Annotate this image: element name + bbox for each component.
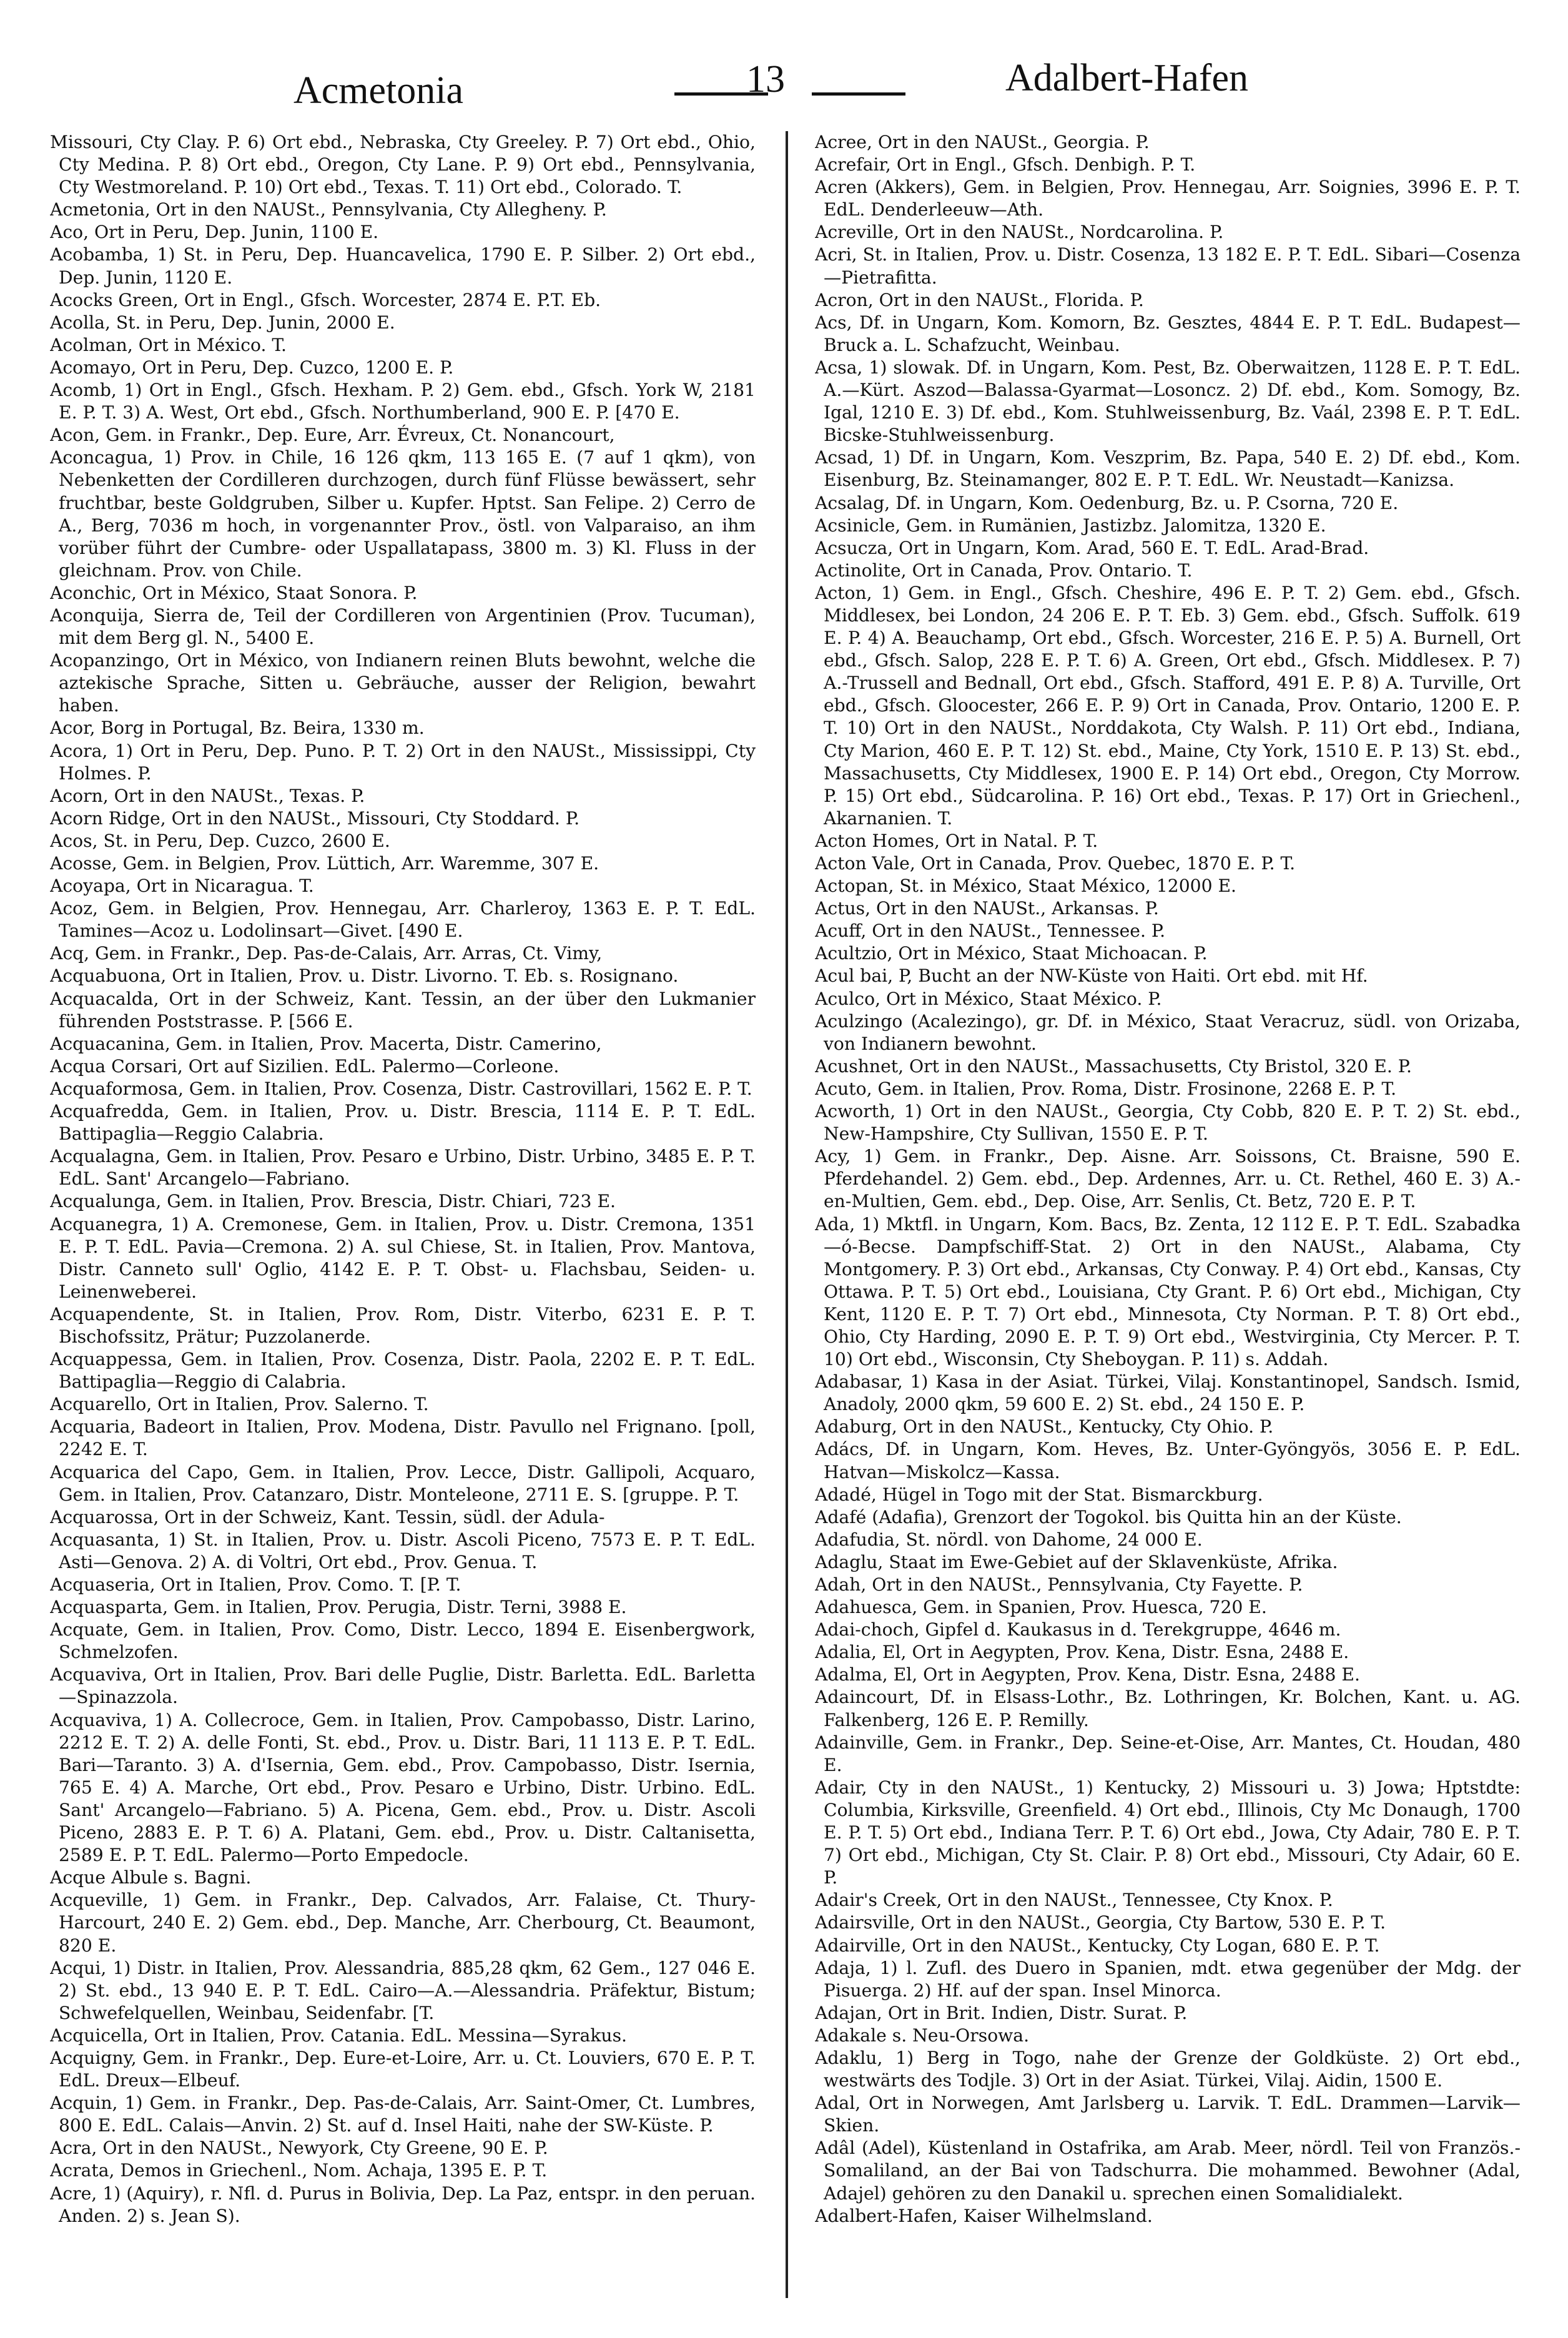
dictionary-entry: Acquabuona, Ort in Italien, Prov. u. Distr. Livorno. T. Eb. s. Rosignano. bbox=[50, 965, 679, 987]
dictionary-entry: Acoyapa, Ort in Nicaragua. T. bbox=[50, 876, 314, 897]
column-divider bbox=[786, 131, 788, 2298]
dictionary-entry: Acolman, Ort in México. T. bbox=[50, 334, 287, 355]
dictionary-entry: Actinolite, Ort in Canada, Prov. Ontario. T. bbox=[815, 560, 1193, 581]
dictionary-entry: Acuff, Ort in den NAUSt., Tennessee. P. bbox=[815, 920, 1166, 942]
dictionary-entry: Adahuesca, Gem. in Spanien, Prov. Huesca, 720 E. bbox=[815, 1597, 1267, 1618]
dictionary-entry: Acq, Gem. in Frankr., Dep. Pas-de-Calais, Arr. Arras, Ct. Vimy, bbox=[50, 943, 603, 964]
dictionary-entry: Adairsville, Ort in den NAUSt., Georgia, Cty Bartow, 530 E. P. T. bbox=[815, 1912, 1386, 1933]
dictionary-entry: Adaja, 1) l. Zufl. des Duero in Spanien, mdt. etwa gegenüber der Mdg. der Pisuerga. 2) Hf. auf der span. Insel Minorca. bbox=[815, 1957, 1521, 2001]
dictionary-entry: Acron, Ort in den NAUSt., Florida. P. bbox=[815, 289, 1144, 310]
dictionary-entry: Adair's Creek, Ort in den NAUSt., Tennessee, Cty Knox. P. bbox=[815, 1890, 1333, 1911]
dictionary-entry: Acworth, 1) Ort in den NAUSt., Georgia, Cty Cobb, 820 E. P. T. 2) St. ebd., New-Hampshire, Cty Sullivan, 1550 E. P. T. bbox=[815, 1101, 1521, 1145]
dictionary-entry: Adabasar, 1) Kasa in der Asiat. Türkei, Vilaj. Konstantinopel, Sandsch. Ismid, Anadoly, 2000 qkm, 59 600 E. 2) St. ebd., 24 150 E. P. bbox=[815, 1371, 1521, 1415]
header-left-word: Acmetonia bbox=[293, 69, 464, 112]
dictionary-entry: Adairville, Ort in den NAUSt., Kentucky, Cty Logan, 680 E. P. T. bbox=[815, 1935, 1380, 1956]
left-column bbox=[50, 131, 756, 2286]
dictionary-entry: Acquafredda, Gem. in Italien, Prov. u. Distr. Brescia, 1114 E. P. T. EdL. Battipaglia—Reggio Calabria. bbox=[50, 1101, 756, 1145]
dictionary-entry: Adal, Ort in Norwegen, Amt Jarlsberg u. Larvik. T. EdL. Drammen—Larvik—Skien. bbox=[815, 2093, 1521, 2136]
dictionary-entry: Acquanegra, 1) A. Cremonese, Gem. in Italien, Prov. u. Distr. Cremona, 1351 E. P. T. EdL. Pavia—Cremona. 2) A. sul Chiese, St. in Italien, Prov. Mantova, Distr. Canneto sull' Oglio, 4142 E. P. T. Obst- u. Flachsbau, Seiden- u. Leinenweberei. bbox=[50, 1213, 756, 1302]
dictionary-entry: Acquapendente, St. in Italien, Prov. Rom, Distr. Viterbo, 6231 E. P. T. Bischofssitz, Prätur; Puzzolanerde. bbox=[50, 1303, 756, 1347]
dictionary-entry: Ada, 1) Mktfl. in Ungarn, Kom. Bacs, Bz. Zenta, 12 112 E. P. T. EdL. Szabadka—ó-Becse. Dampfschiff-Stat. 2) Ort in den NAUSt., Alabama, Cty Montgomery. P. 3) Ort ebd., Arkansas, Cty Conway. P. 4) Ort ebd., Kansas, Cty Ottawa. P. T. 5) Ort ebd., Louisiana, Cty Grant. P. 6) Ort ebd., Michigan, Cty Kent, 1120 E. P. T. 7) Ort ebd., Minnesota, Cty Norman. P. T. 8) Ort ebd., Ohio, Cty Harding, 2090 E. P. T. 9) Ort ebd., Westvirginia, Cty Mercer. P. T. 10) Ort ebd., Wisconsin, Cty Sheboygan. P. 11) s. Addah. bbox=[815, 1213, 1521, 1370]
dictionary-entry: Aculco, Ort in México, Staat México. P. bbox=[815, 988, 1162, 1009]
dictionary-entry: Acsinicle, Gem. in Rumänien, Jastizbz. Jalomitza, 1320 E. bbox=[815, 515, 1326, 536]
dictionary-entry: Acton Vale, Ort in Canada, Prov. Quebec, 1870 E. P. T. bbox=[815, 853, 1296, 874]
dictionary-entry: Aco, Ort in Peru, Dep. Junin, 1100 E. bbox=[50, 222, 379, 243]
dictionary-entry: Adah, Ort in den NAUSt., Pennsylvania, Cty Fayette. P. bbox=[815, 1574, 1303, 1595]
dictionary-entry: Acquate, Gem. in Italien, Prov. Como, Distr. Lecco, 1894 E. Eisenbergwork, Schmelzofen. bbox=[50, 1619, 756, 1663]
dictionary-entry: Adainville, Gem. in Frankr., Dep. Seine-et-Oise, Arr. Mantes, Ct. Houdan, 480 E. bbox=[815, 1732, 1521, 1775]
dictionary-entry: Adaburg, Ort in den NAUSt., Kentucky, Cty Ohio. P. bbox=[815, 1416, 1274, 1438]
dictionary-entry: Acquaria, Badeort in Italien, Prov. Modena, Distr. Pavullo nel Frignano. [poll, 2242 E. T. bbox=[50, 1416, 756, 1460]
dictionary-entry: Acultzio, Ort in México, Staat Michoacan. P. bbox=[815, 943, 1208, 964]
dictionary-entry: Acton, 1) Gem. in Engl., Gfsch. Cheshire, 496 E. P. T. 2) Gem. ebd., Gfsch. Middlesex, bei London, 24 206 E. P. T. Eb. 3) Gem. ebd., Gfsch. Suffolk. 619 E. P. 4) A. Beauchamp, Ort ebd., Gfsch. Worcester, 216 E. P. 5) A. Burnell, Ort ebd., Gfsch. Salop, 228 E. P. T. 6) A. Green, Ort ebd., Gfsch. Middlesex. P. 7) A.-Trussell and Bednall, Ort ebd., Gfsch. Stafford, 491 E. P. 8) A. Turville, Ort ebd., Gfsch. Gloocester, 266 E. P. 9) Ort in Canada, Prov. Ontario, 1200 E. P. T. 10) Ort in den NAUSt., Norddakota, Cty Walsh. P. 11) Ort ebd., Indiana, Cty Marion, 460 E. P. T. 12) St. ebd., Maine, Cty York, 1510 E. P. 13) St. ebd., Massachusetts, Cty Middlesex, 1900 E. P. 14) Ort ebd., Oregon, Cty Morrow. P. 15) Ort ebd., Südcarolina. P. 16) Ort ebd., Texas. P. 17) Ort in Griechenl., Akarnanien. T. bbox=[815, 582, 1521, 829]
dictionary-entry: Acqueville, 1) Gem. in Frankr., Dep. Calvados, Arr. Falaise, Ct. Thury-Harcourt, 240 E. 2) Gem. ebd., Dep. Manche, Arr. Cherbourg, Ct. Beaumont, 820 E. bbox=[50, 1890, 756, 1956]
dictionary-entry: Adalia, El, Ort in Aegypten, Prov. Kena, Distr. Esna, 2488 E. bbox=[815, 1642, 1349, 1663]
dictionary-entry: Acrefair, Ort in Engl., Gfsch. Denbigh. P. T. bbox=[815, 154, 1196, 175]
dictionary-entry: Acrata, Demos in Griechenl., Nom. Achaja, 1395 E. P. T. bbox=[50, 2160, 548, 2181]
dictionary-entry: Adács, Df. in Ungarn, Kom. Heves, Bz. Unter-Gyöngyös, 3056 E. P. EdL. Hatvan—Miskolcz—Kassa. bbox=[815, 1439, 1521, 1482]
dictionary-entry: Acuto, Gem. in Italien, Prov. Roma, Distr. Frosinone, 2268 E. P. T. bbox=[815, 1078, 1397, 1099]
dictionary-entry: Acs, Df. in Ungarn, Kom. Komorn, Bz. Gesztes, 4844 E. P. T. EdL. Budapest—Bruck a. L. Schafzucht, Weinbau. bbox=[815, 312, 1521, 355]
dictionary-entry: Acquarossa, Ort in der Schweiz, Kant. Tessin, südl. der Adula- bbox=[50, 1506, 605, 1527]
header-dash-right bbox=[812, 92, 905, 96]
dictionary-entry: Acomb, 1) Ort in Engl., Gfsch. Hexham. P. 2) Gem. ebd., Gfsch. York W, 2181 E. P. T. 3) A. West, Ort ebd., Gfsch. Northumberland, 900 E. P. [470 E. bbox=[50, 380, 756, 423]
dictionary-entry: Acqua Corsari, Ort auf Sizilien. EdL. Palermo—Corleone. bbox=[50, 1055, 560, 1077]
dictionary-entry: Acquasanta, 1) St. in Italien, Prov. u. Distr. Ascoli Piceno, 7573 E. P. T. EdL. Asti—Genova. 2) A. di Voltri, Ort ebd., Prov. Genua. T. bbox=[50, 1529, 756, 1572]
dictionary-entry: Aculzingo (Acalezingo), gr. Df. in México, Staat Veracruz, südl. von Orizaba, von Indianern bewohnt. bbox=[815, 1010, 1521, 1054]
dictionary-entry: Acor, Borg in Portugal, Bz. Beira, 1330 m. bbox=[50, 718, 425, 739]
dictionary-entry: Acocks Green, Ort in Engl., Gfsch. Worcester, 2874 E. P.T. Eb. bbox=[50, 289, 601, 310]
dictionary-entry: Aconchic, Ort in México, Staat Sonora. P. bbox=[50, 582, 418, 603]
dictionary-entry: Adâl (Adel), Küstenland in Ostafrika, am Arab. Meer, nördl. Teil von Französ.-Somaliland, an der Bai von Tadschurra. Die mohammed. Bewohner (Adal, Adajel) gehören zu den Danakil u. sprechen einen Somalidialekt. bbox=[815, 2138, 1521, 2204]
dictionary-entry: Acquaviva, 1) A. Collecroce, Gem. in Italien, Prov. Campobasso, Distr. Larino, 2212 E. T. 2) A. delle Fonti, St. ebd., Prov. u. Distr. Bari, 11 113 E. P. T. EdL. Bari—Taranto. 3) A. d'Isernia, Gem. ebd., Prov. Campobasso, Distr. Isernia, 765 E. 4) A. Marche, Ort ebd., Prov. Pesaro e Urbino, Distr. Urbino. EdL. Sant' Arcangelo—Fabriano. 5) A. Picena, Gem. ebd., Prov. u. Distr. Ascoli Piceno, 2883 E. P. T. 6) A. Platani, Gem. ebd., Prov. u. Distr. Caltanisetta, 2589 E. P. T. EdL. Palermo—Porto Empedocle. bbox=[50, 1709, 756, 1866]
dictionary-entry: Acul bai, P, Bucht an der NW-Küste von Haiti. Ort ebd. mit Hf. bbox=[815, 965, 1368, 987]
dictionary-entry: Acque Albule s. Bagni. bbox=[50, 1867, 252, 1888]
dictionary-entry: Acon, Gem. in Frankr., Dep. Eure, Arr. Évreux, Ct. Nonancourt, bbox=[50, 425, 615, 446]
dictionary-entry: Adaklu, 1) Berg in Togo, nahe der Grenze der Goldküste. 2) Ort ebd., westwärts des Todjle. 3) Ort in der Asiat. Türkei, Vilaj. Aidin, 1500 E. bbox=[815, 2047, 1521, 2091]
dictionary-entry: Acos, St. in Peru, Dep. Cuzco, 2600 E. bbox=[50, 830, 390, 851]
dictionary-entry: Acolla, St. in Peru, Dep. Junin, 2000 E. bbox=[50, 312, 395, 333]
dictionary-entry: Acorn Ridge, Ort in den NAUSt., Missouri, Cty Stoddard. P. bbox=[50, 807, 580, 829]
page-number: 13 bbox=[746, 58, 785, 101]
dictionary-entry: Acquarello, Ort in Italien, Prov. Salerno. T. bbox=[50, 1394, 429, 1415]
dictionary-entry: Actopan, St. in México, Staat México, 12000 E. bbox=[815, 876, 1237, 897]
dictionary-entry: Acopanzingo, Ort in México, von Indianern reinen Bluts bewohnt, welche die aztekische Sprache, Sitten u. Gebräuche, ausser der Religion, bewahrt haben. bbox=[50, 650, 756, 716]
header-right-word: Adalbert-Hafen bbox=[1005, 57, 1249, 99]
dictionary-entry: Acquacanina, Gem. in Italien, Prov. Macerta, Distr. Camerino, bbox=[50, 1033, 602, 1054]
dictionary-entry: Acy, 1) Gem. in Frankr., Dep. Aisne. Arr. Soissons, Ct. Braisne, 590 E. Pferdehandel. 2) Gem. ebd., Dep. Ardennes, Arr. u. Ct. Rethel, 460 E. 3) A.-en-Multien, Gem. ebd., Dep. Oise, Arr. Senlis, Ct. Betz, 720 E. P. T. bbox=[815, 1146, 1521, 1212]
dictionary-entry: Acmetonia, Ort in den NAUSt., Pennsylvania, Cty Allegheny. P. bbox=[50, 199, 607, 220]
dictionary-entry: Missouri, Cty Clay. P. 6) Ort ebd., Nebraska, Cty Greeley. P. 7) Ort ebd., Ohio, Cty Medina. P. 8) Ort ebd., Oregon, Cty Lane. P. 9) Ort ebd., Pennsylvania, Cty Westmoreland. P. 10) Ort ebd., Texas. T. 11) Ort ebd., Colorado. T. bbox=[50, 132, 756, 198]
dictionary-entry: Acqualunga, Gem. in Italien, Prov. Brescia, Distr. Chiari, 723 E. bbox=[50, 1191, 616, 1212]
dictionary-entry: Aconcagua, 1) Prov. in Chile, 16 126 qkm, 113 165 E. (7 auf 1 qkm), von Nebenketten der Cordilleren durchzogen, durch fünf Flüsse bewässert, sehr fruchtbar, beste Goldgruben, Silber u. Kupfer. Hptst. San Felipe. 2) Cerro de A., Berg, 7036 m hoch, in vorgenannter Prov., östl. von Valparaiso, an ihm vorüber führt der Cumbre- oder Uspallatapass, 3800 m. 3) Kl. Fluss in der gleichnam. Prov. von Chile. bbox=[50, 447, 756, 581]
dictionary-entry: Acree, Ort in den NAUSt., Georgia. P. bbox=[815, 132, 1150, 152]
dictionary-entry: Acquaformosa, Gem. in Italien, Prov. Cosenza, Distr. Castrovillari, 1562 E. P. T. bbox=[50, 1078, 752, 1099]
dictionary-entry: Acquasparta, Gem. in Italien, Prov. Perugia, Distr. Terni, 3988 E. bbox=[50, 1597, 627, 1618]
dictionary-entry: Adakale s. Neu-Orsowa. bbox=[815, 2025, 1030, 2046]
dictionary-entry: Acobamba, 1) St. in Peru, Dep. Huancavelica, 1790 E. P. Silber. 2) Ort ebd., Dep. Junin, 1120 E. bbox=[50, 244, 756, 288]
dictionary-entry: Acorn, Ort in den NAUSt., Texas. P. bbox=[50, 785, 365, 806]
dictionary-entry: Aconquija, Sierra de, Teil der Cordilleren von Argentinien (Prov. Tucuman), mit dem Berg gl. N., 5400 E. bbox=[50, 604, 756, 649]
dictionary-entry: Acton Homes, Ort in Natal. P. T. bbox=[815, 830, 1098, 851]
dictionary-entry: Acomayo, Ort in Peru, Dep. Cuzco, 1200 E. P. bbox=[50, 357, 454, 378]
dictionary-entry: Actus, Ort in den NAUSt., Arkansas. P. bbox=[815, 898, 1159, 919]
dictionary-entry: Acren (Akkers), Gem. in Belgien, Prov. Hennegau, Arr. Soignies, 3996 E. P. T. EdL. Denderleeuw—Ath. bbox=[815, 177, 1521, 220]
page-header bbox=[0, 44, 1568, 131]
dictionary-entry: Acsucza, Ort in Ungarn, Kom. Arad, 560 E. T. EdL. Arad-Brad. bbox=[815, 537, 1369, 558]
dictionary-entry: Adai-choch, Gipfel d. Kaukasus in d. Terekgruppe, 4646 m. bbox=[815, 1619, 1341, 1640]
dictionary-entry: Acosse, Gem. in Belgien, Prov. Lüttich, Arr. Waremme, 307 E. bbox=[50, 853, 599, 874]
dictionary-entry: Acquigny, Gem. in Frankr., Dep. Eure-et-Loire, Arr. u. Ct. Louviers, 670 E. P. T. EdL. Dreux—Elbeuf. bbox=[50, 2047, 756, 2091]
dictionary-entry: Acsad, 1) Df. in Ungarn, Kom. Veszprim, Bz. Papa, 540 E. 2) Df. ebd., Kom. Eisenburg, Bz. Steinamanger, 802 E. P. T. EdL. Wr. Neustadt—Kanizsa. bbox=[815, 447, 1521, 491]
dictionary-entry: Acra, Ort in den NAUSt., Newyork, Cty Greene, 90 E. P. bbox=[50, 2138, 548, 2159]
dictionary-entry: Adaincourt, Df. in Elsass-Lothr., Bz. Lothringen, Kr. Bolchen, Kant. u. AG. Falkenberg, 126 E. P. Remilly. bbox=[815, 1687, 1521, 1730]
dictionary-entry: Acushnet, Ort in den NAUSt., Massachusetts, Cty Bristol, 320 E. P. bbox=[815, 1055, 1412, 1077]
dictionary-entry: Adalbert-Hafen, Kaiser Wilhelmsland. bbox=[815, 2205, 1153, 2226]
dictionary-entry: Acora, 1) Ort in Peru, Dep. Puno. P. T. 2) Ort in den NAUSt., Mississippi, Cty Holmes. P. bbox=[50, 740, 756, 784]
dictionary-entry: Adadé, Hügel in Togo mit der Stat. Bismarckburg. bbox=[815, 1484, 1263, 1505]
dictionary-entry: Acqualagna, Gem. in Italien, Prov. Pesaro e Urbino, Distr. Urbino, 3485 E. P. T. EdL. Sant' Arcangelo—Fabriano. bbox=[50, 1146, 756, 1190]
dictionary-entry: Adajan, Ort in Brit. Indien, Distr. Surat. P. bbox=[815, 2002, 1188, 2023]
dictionary-entry: Acquicella, Ort in Italien, Prov. Catania. EdL. Messina—Syrakus. bbox=[50, 2025, 628, 2046]
dictionary-entry: Acri, St. in Italien, Prov. u. Distr. Cosenza, 13 182 E. P. T. EdL. Sibari—Cosenza—Pietrafitta. bbox=[815, 244, 1521, 288]
dictionary-entry: Adafé (Adafia), Grenzort der Togokol. bis Quitta hin an der Küste. bbox=[815, 1506, 1402, 1527]
dictionary-entry: Acquarica del Capo, Gem. in Italien, Prov. Lecce, Distr. Gallipoli, Acquaro, Gem. in Italien, Prov. Catanzaro, Distr. Monteleone, 2711 E. S. [gruppe. P. T. bbox=[50, 1461, 756, 1505]
dictionary-entry: Acqui, 1) Distr. in Italien, Prov. Alessandria, 885,28 qkm, 62 Gem., 127 046 E. 2) St. ebd., 13 940 E. P. T. EdL. Cairo—A.—Alessandria. Präfektur, Bistum; Schwefelquellen, Weinbau, Seidenfabr. [T. bbox=[50, 1957, 756, 2023]
dictionary-entry: Adalma, El, Ort in Aegypten, Prov. Kena, Distr. Esna, 2488 E. bbox=[815, 1664, 1360, 1685]
dictionary-entry: Acquin, 1) Gem. in Frankr., Dep. Pas-de-Calais, Arr. Saint-Omer, Ct. Lumbres, 800 E. EdL. Calais—Anvin. 2) St. auf d. Insel Haiti, nahe der SW-Küste. P. bbox=[50, 2093, 756, 2136]
dictionary-entry: Acreville, Ort in den NAUSt., Nordcarolina. P. bbox=[815, 222, 1224, 243]
dictionary-entry: Acquacalda, Ort in der Schweiz, Kant. Tessin, an der über den Lukmanier führenden Poststrasse. P. [566 E. bbox=[50, 988, 756, 1032]
dictionary-entry: Acquappessa, Gem. in Italien, Prov. Cosenza, Distr. Paola, 2202 E. P. T. EdL. Battipaglia—Reggio di Calabria. bbox=[50, 1349, 756, 1393]
dictionary-entry: Acquaseria, Ort in Italien, Prov. Como. T. [P. T. bbox=[50, 1574, 461, 1595]
dictionary-entry: Adaglu, Staat im Ewe-Gebiet auf der Sklavenküste, Afrika. bbox=[815, 1551, 1338, 1572]
right-column bbox=[815, 131, 1521, 2286]
dictionary-entry: Acquaviva, Ort in Italien, Prov. Bari delle Puglie, Distr. Barletta. EdL. Barletta—Spinazzola. bbox=[50, 1664, 756, 1708]
dictionary-entry: Acsa, 1) slowak. Df. in Ungarn, Kom. Pest, Bz. Oberwaitzen, 1128 E. P. T. EdL. A.—Kürt. Aszod—Balassa-Gyarmat—Losoncz. 2) Df. ebd., Kom. Somogy, Bz. Igal, 1210 E. 3) Df. ebd., Kom. Stuhlweissenburg, Bz. Vaál, 2398 E. P. T. EdL. Bicske-Stuhlweissenburg. bbox=[815, 357, 1521, 446]
dictionary-entry: Adafudia, St. nördl. von Dahome, 24 000 E. bbox=[815, 1529, 1203, 1550]
dictionary-entry: Acsalag, Df. in Ungarn, Kom. Oedenburg, Bz. u. P. Csorna, 720 E. bbox=[815, 492, 1399, 513]
dictionary-entry: Acre, 1) (Aquiry), r. Nfl. d. Purus in Bolivia, Dep. La Paz, entspr. in den peruan. Anden. 2) s. Jean S). bbox=[50, 2183, 756, 2226]
dictionary-entry: Acoz, Gem. in Belgien, Prov. Hennegau, Arr. Charleroy, 1363 E. P. T. EdL. Tamines—Acoz u. Lodolinsart—Givet. [490 E. bbox=[50, 898, 756, 942]
dictionary-entry: Adair, Cty in den NAUSt., 1) Kentucky, 2) Missouri u. 3) Jowa; Hptstdte: Columbia, Kirksville, Greenfield. 4) Ort ebd., Illinois, Cty Mc Donaugh, 1700 E. P. T. 5) Ort ebd., Indiana Terr. P. T. 6) Ort ebd., Jowa, Cty Adair, 780 E. P. T. 7) Ort ebd., Michigan, Cty St. Clair. P. 8) Ort ebd., Missouri, Cty Adair, 60 E. P. bbox=[815, 1777, 1521, 1888]
